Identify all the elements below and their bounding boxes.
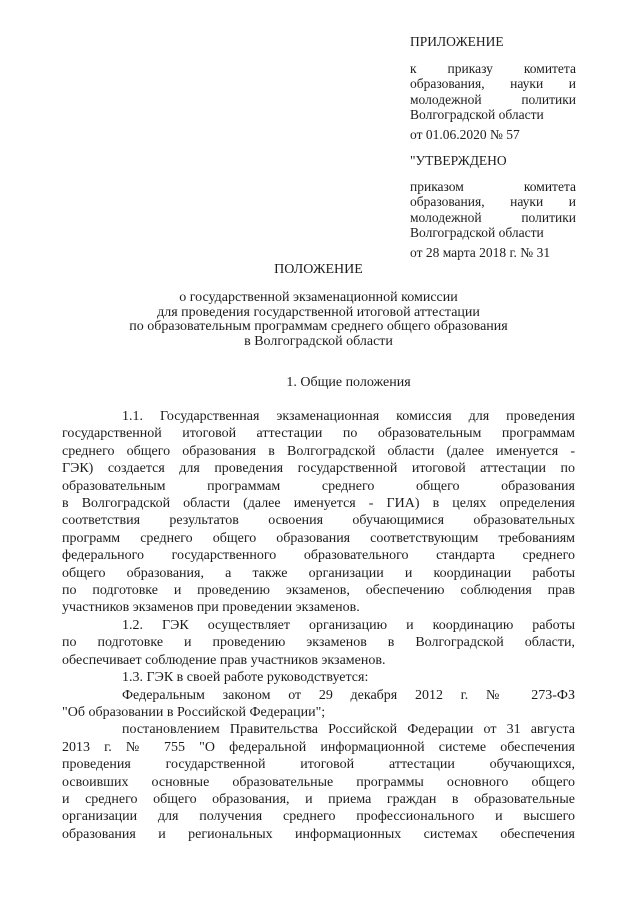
body-text-line: 2013 г. № 755 "О федеральной информационной системе обеспечения — [62, 739, 575, 755]
approval-date: от 28 марта 2018 г. № 31 — [410, 245, 551, 260]
body-text-line: обеспечивает соблюдение прав участников экзаменов. — [62, 652, 386, 668]
document-subtitle — [62, 291, 575, 349]
body-text-line: соответствия результатов освоения обучающимися образовательных — [62, 513, 575, 529]
body-text-line: "Об образовании в Российской Федерации"; — [62, 704, 326, 720]
approval-reference-line: Волгоградской области — [410, 225, 544, 240]
body-text-line: и среднего общего образования, и приема граждан в образовательные — [62, 791, 575, 807]
appendix-label: ПРИЛОЖЕНИЕ — [410, 34, 504, 49]
order-date: от 01.06.2020 № 57 — [410, 127, 520, 142]
approval-reference-line: молодежной политики — [410, 209, 576, 225]
body-text-line: участников экзаменов при проведении экзаменов. — [62, 600, 360, 616]
body-text-line: образовательным программам среднего общего образования — [62, 478, 575, 494]
body-text-line: по подготовке и проведению экзаменов, обеспечению соблюдения прав — [62, 583, 575, 599]
order-reference-line: образования, науки и — [410, 76, 576, 91]
body-text-line: среднего общего образования в Волгоградской области (далее именуется - — [62, 443, 575, 459]
order-reference-line: к приказу комитета — [410, 60, 576, 76]
body-text-line: 1.2. ГЭК осуществляет организацию и координацию работы — [122, 617, 575, 633]
approval-reference-line: образования, науки и — [410, 194, 576, 209]
approved-label: "УТВЕРЖДЕНО — [410, 153, 507, 168]
body-text-line: в Волгоградской области (далее именуется - ГИА) в целях определения — [62, 496, 575, 512]
order-reference — [410, 61, 576, 123]
body-text-line: организации для получения среднего профессионального и высшего — [62, 809, 575, 825]
body-text-line: 1.1. Государственная экзаменационная комиссия для проведения — [122, 409, 575, 424]
body-text-line: 1.3. ГЭК в своей работе руководствуется: — [122, 670, 369, 686]
body-text-line: программ среднего общего образования соответствующим требованиям — [62, 530, 575, 546]
body-text-line: общего образования, а также организации и координации работы — [62, 565, 575, 581]
approval-reference-line: приказом комитета — [410, 178, 576, 194]
document-subtitle-line: для проведения государственной итоговой аттестации — [157, 304, 480, 320]
order-reference-line: молодежной политики — [410, 91, 576, 107]
body-text-line: ГЭК) создается для проведения государственной итоговой аттестации по — [62, 461, 575, 477]
document-title: ПОЛОЖЕНИЕ — [274, 262, 363, 277]
order-reference-line: Волгоградской области — [410, 107, 544, 122]
document-subtitle-line: по образовательным программам среднего общего образования — [129, 319, 508, 334]
appendix-header-block — [410, 34, 576, 261]
body-text-line: государственной итоговой аттестации по образовательным программам — [62, 426, 575, 442]
body-text-line: федерального государственного образовательного стандарта среднего — [62, 548, 575, 564]
document-body — [62, 408, 575, 843]
body-text-line: Федеральным законом от 29 декабря 2012 г. № 273-ФЗ — [122, 687, 575, 703]
document-title-block — [62, 262, 575, 349]
body-text-line: освоивших основные образовательные программы основного общего — [62, 774, 575, 790]
body-text-line: проведения государственной итоговой аттестации обучающихся, — [62, 757, 575, 773]
document-subtitle-line: о государственной экзаменационной комиссии — [179, 290, 458, 305]
body-text-line: по подготовке и проведению экзаменов в Волгоградской области, — [62, 635, 575, 651]
body-text-line: образования и региональных информационных системах обеспечения — [62, 826, 575, 842]
body-text-line: постановлением Правительства Российской Федерации от 31 августа — [122, 722, 575, 738]
section-heading: 1. Общие положения — [286, 375, 411, 390]
approval-reference — [410, 179, 576, 241]
document-subtitle-line: в Волгоградской области — [244, 333, 393, 349]
